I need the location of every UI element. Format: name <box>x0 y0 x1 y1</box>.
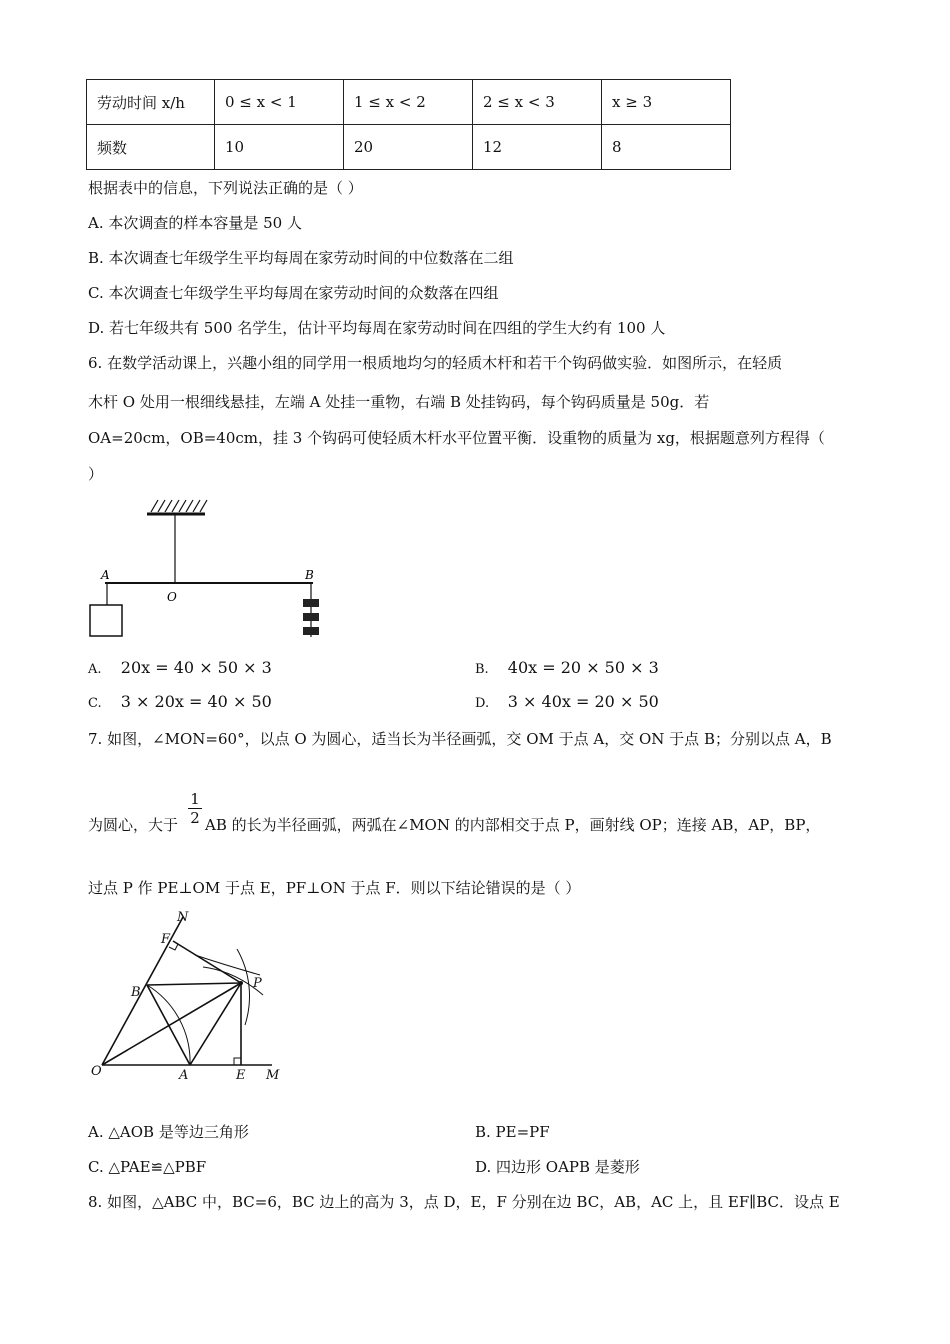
q6-option-b-equation: 40x = 20 × 50 × 3 <box>507 658 659 677</box>
q6-option-a <box>88 658 272 677</box>
q7-option-d: D. 四边形 OAPB 是菱形 <box>475 1158 640 1176</box>
table-header-cell: 1 ≤ x < 2 <box>344 80 473 125</box>
fig7-label-n: N <box>177 910 189 925</box>
q6-option-c <box>88 692 272 711</box>
q5-stem: 根据表中的信息，下列说法正确的是（ ） <box>88 179 363 197</box>
table-cell: 8 <box>602 125 731 170</box>
lever-label-b: B <box>305 568 314 582</box>
table-cell: 12 <box>473 125 602 170</box>
q6-option-b <box>475 658 659 677</box>
q6-line-3: OA=20cm，OB=40cm，挂 3 个钩码可使轻质木杆水平位置平衡．设重物的质量为 xg，根据题意列方程得（ <box>88 429 825 447</box>
q6-option-d-label: D. <box>475 696 490 711</box>
q6-option-d <box>475 692 659 711</box>
q8-line-1: 8. 如图，△ABC 中，BC=6，BC 边上的高为 3，点 D，E，F 分别在边 BC，AB，AC 上，且 EF∥BC．设点 E <box>88 1193 840 1211</box>
q6-option-b-label: B. <box>475 662 489 677</box>
table-cell: 10 <box>215 125 344 170</box>
q6-option-c-label: C. <box>88 696 102 711</box>
q7-fraction-denominator: 2 <box>188 808 202 827</box>
table-header-row <box>87 80 731 125</box>
q7-fraction-half <box>188 790 202 827</box>
fig7-label-e: E <box>236 1068 246 1083</box>
q7-option-b: B. PE=PF <box>475 1123 550 1141</box>
q5-option-a: A. 本次调查的样本容量是 50 人 <box>88 214 302 232</box>
fig7-label-m: M <box>266 1068 280 1083</box>
lever-label-a: A <box>101 568 110 582</box>
lever-figure <box>85 495 325 645</box>
table-header-cell: x ≥ 3 <box>602 80 731 125</box>
fig7-label-b: B <box>131 985 141 1000</box>
q7-line-1: 7. 如图，∠MON=60°，以点 O 为圆心，适当长为半径画弧，交 OM 于点 A，交 ON 于点 B；分别以点 A，B <box>88 730 832 748</box>
q7-line-3: 过点 P 作 PE⊥OM 于点 E，PF⊥ON 于点 F．则以下结论错误的是（ ） <box>88 879 581 897</box>
table-header-cell: 0 ≤ x < 1 <box>215 80 344 125</box>
q5-option-c: C. 本次调查七年级学生平均每周在家劳动时间的众数落在四组 <box>88 284 499 302</box>
fig7-label-p: P <box>253 976 262 991</box>
fig7-label-f: F <box>161 932 171 947</box>
q7-option-c: C. △PAE≌△PBF <box>88 1158 207 1176</box>
q7-line-2-post: AB 的长为半径画弧，两弧在∠MON 的内部相交于点 P，画射线 OP；连接 AB，AP，BP， <box>205 816 821 834</box>
q6-line-1: 6. 在数学活动课上，兴趣小组的同学用一根质地均匀的轻质木杆和若干个钩码做实验．如图所示，在轻质 <box>88 354 783 372</box>
table-header-cell: 2 ≤ x < 3 <box>473 80 602 125</box>
table-header-cell: 劳动时间 x/h <box>87 80 215 125</box>
q6-line-2: 木杆 O 处用一根细线悬挂，左端 A 处挂一重物，右端 B 处挂钩码，每个钩码质量是 50g．若 <box>88 393 710 411</box>
q7-line-2-pre: 为圆心，大于 <box>88 816 179 834</box>
angle-construction-figure <box>85 905 290 1085</box>
fig7-label-o: O <box>91 1064 102 1079</box>
q7-fraction-numerator: 1 <box>190 790 200 808</box>
q6-option-a-equation: 20x = 40 × 50 × 3 <box>120 658 272 677</box>
q6-option-a-label: A. <box>88 662 102 677</box>
table-row <box>87 125 731 170</box>
fig7-label-a: A <box>179 1068 189 1083</box>
q7-option-a: A. △AOB 是等边三角形 <box>88 1123 249 1141</box>
q5-option-d: D. 若七年级共有 500 名学生，估计平均每周在家劳动时间在四组的学生大约有 100 人 <box>88 319 666 337</box>
q6-option-d-equation: 3 × 40x = 20 × 50 <box>507 692 659 711</box>
q6-line-4: ） <box>88 465 104 483</box>
q5-option-b: B. 本次调查七年级学生平均每周在家劳动时间的中位数落在二组 <box>88 249 514 267</box>
table-cell: 20 <box>344 125 473 170</box>
frequency-table <box>86 79 731 170</box>
q6-option-c-equation: 3 × 20x = 40 × 50 <box>120 692 272 711</box>
table-row-label: 频数 <box>87 125 215 170</box>
lever-label-o: O <box>167 590 177 604</box>
